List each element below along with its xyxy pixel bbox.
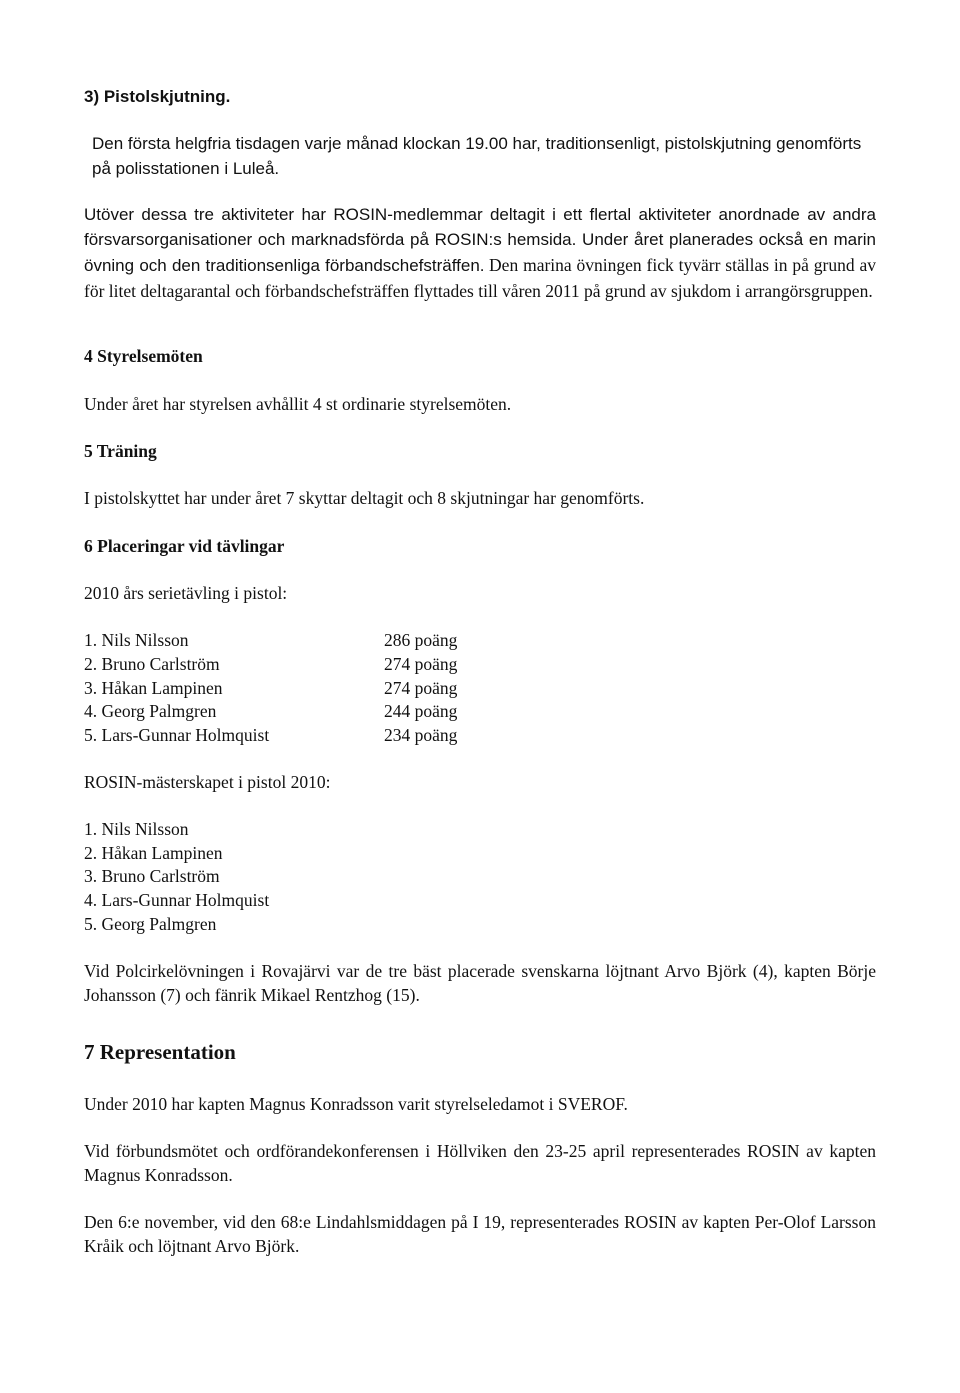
- section-5-heading: 5 Träning: [84, 441, 157, 461]
- section-3-paragraph-2-part-a: Utöver dessa tre aktiviteter har ROSIN-medlemmar deltagit i ett flertal aktiviteter anordnade av andra försvarsorganisationer och marknadsförda på ROSIN:s hemsida. Under året planerades också en marin övning och den traditionsenliga förbandschefsträffen.: [84, 205, 876, 275]
- championship-result-row: [84, 817, 876, 841]
- polcirkel-paragraph: Vid Polcirkelövningen i Rovajärvi var de tre bäst placerade svenskarna löjtnant Arvo Björk (4), kapten Börje Johansson (7) och fänrik Mikael Rentzhog (15).: [84, 961, 876, 1005]
- section-4-heading: 4 Styrelsemöten: [84, 346, 203, 366]
- section-7-paragraph-3: Den 6:e november, vid den 68:e Lindahlsmiddagen på I 19, representerades ROSIN av kapten Per-Olof Larsson Kråik och löjtnant Arvo Björk.: [84, 1212, 876, 1256]
- series-result-points: 244 poäng: [384, 701, 458, 721]
- series-result-name: 5. Lars-Gunnar Holmquist: [84, 725, 270, 745]
- championship-result-row: [84, 864, 876, 888]
- series-result-points: 274 poäng: [384, 678, 458, 698]
- championship-result-row: [84, 888, 876, 912]
- series-result-points: 234 poäng: [384, 725, 458, 745]
- championship-title: ROSIN-mästerskapet i pistol 2010:: [84, 772, 331, 792]
- series-result-row: [84, 723, 876, 747]
- section-5-text: I pistolskyttet har under året 7 skyttar deltagit och 8 skjutningar har genomförts.: [84, 488, 645, 508]
- section-3-paragraph-2: [84, 203, 876, 305]
- series-result-points: 286 poäng: [384, 630, 458, 650]
- series-result-row: [84, 628, 876, 652]
- series-competition-title: 2010 års serietävling i pistol:: [84, 583, 288, 603]
- championship-result-name: 5. Georg Palmgren: [84, 914, 217, 934]
- championship-result-name: 2. Håkan Lampinen: [84, 843, 223, 863]
- series-result-name: 2. Bruno Carlström: [84, 654, 220, 674]
- championship-result-name: 1. Nils Nilsson: [84, 819, 189, 839]
- series-result-points: 274 poäng: [384, 654, 458, 674]
- section-3-heading: 3) Pistolskjutning.: [84, 87, 231, 106]
- series-result-name: 1. Nils Nilsson: [84, 630, 189, 650]
- championship-result-name: 3. Bruno Carlström: [84, 866, 220, 886]
- section-3-paragraph-1: Den första helgfria tisdagen varje månad klockan 19.00 har, traditionsenligt, pistolskjutning genomförts på polisstationen i Luleå.: [92, 134, 862, 178]
- section-4-text: Under året har styrelsen avhållit 4 st ordinarie styrelsemöten.: [84, 394, 512, 414]
- section-6-heading: 6 Placeringar vid tävlingar: [84, 536, 285, 556]
- section-7-heading: 7 Representation: [84, 1040, 236, 1064]
- series-result-name: 3. Håkan Lampinen: [84, 678, 223, 698]
- series-result-row: [84, 652, 876, 676]
- series-result-name: 4. Georg Palmgren: [84, 701, 217, 721]
- championship-result-name: 4. Lars-Gunnar Holmquist: [84, 890, 270, 910]
- section-7-paragraph-1: Under 2010 har kapten Magnus Konradsson varit styrelseledamot i SVEROF.: [84, 1094, 628, 1114]
- section-7-paragraph-2: Vid förbundsmötet och ordförandekonferensen i Höllviken den 23-25 april representerades ROSIN av kapten Magnus Konradsson.: [84, 1141, 876, 1185]
- series-result-row: [84, 676, 876, 700]
- championship-result-row: [84, 841, 876, 865]
- series-result-row: [84, 699, 876, 723]
- championship-result-row: [84, 912, 876, 936]
- section-3-paragraph-2-part-b: Den marina övningen fick tyvärr ställas in på grund av för litet deltagarantal och förbandschefsträffen flyttades till våren 2011 på grund av sjukdom i arrangörsgruppen.: [84, 255, 877, 301]
